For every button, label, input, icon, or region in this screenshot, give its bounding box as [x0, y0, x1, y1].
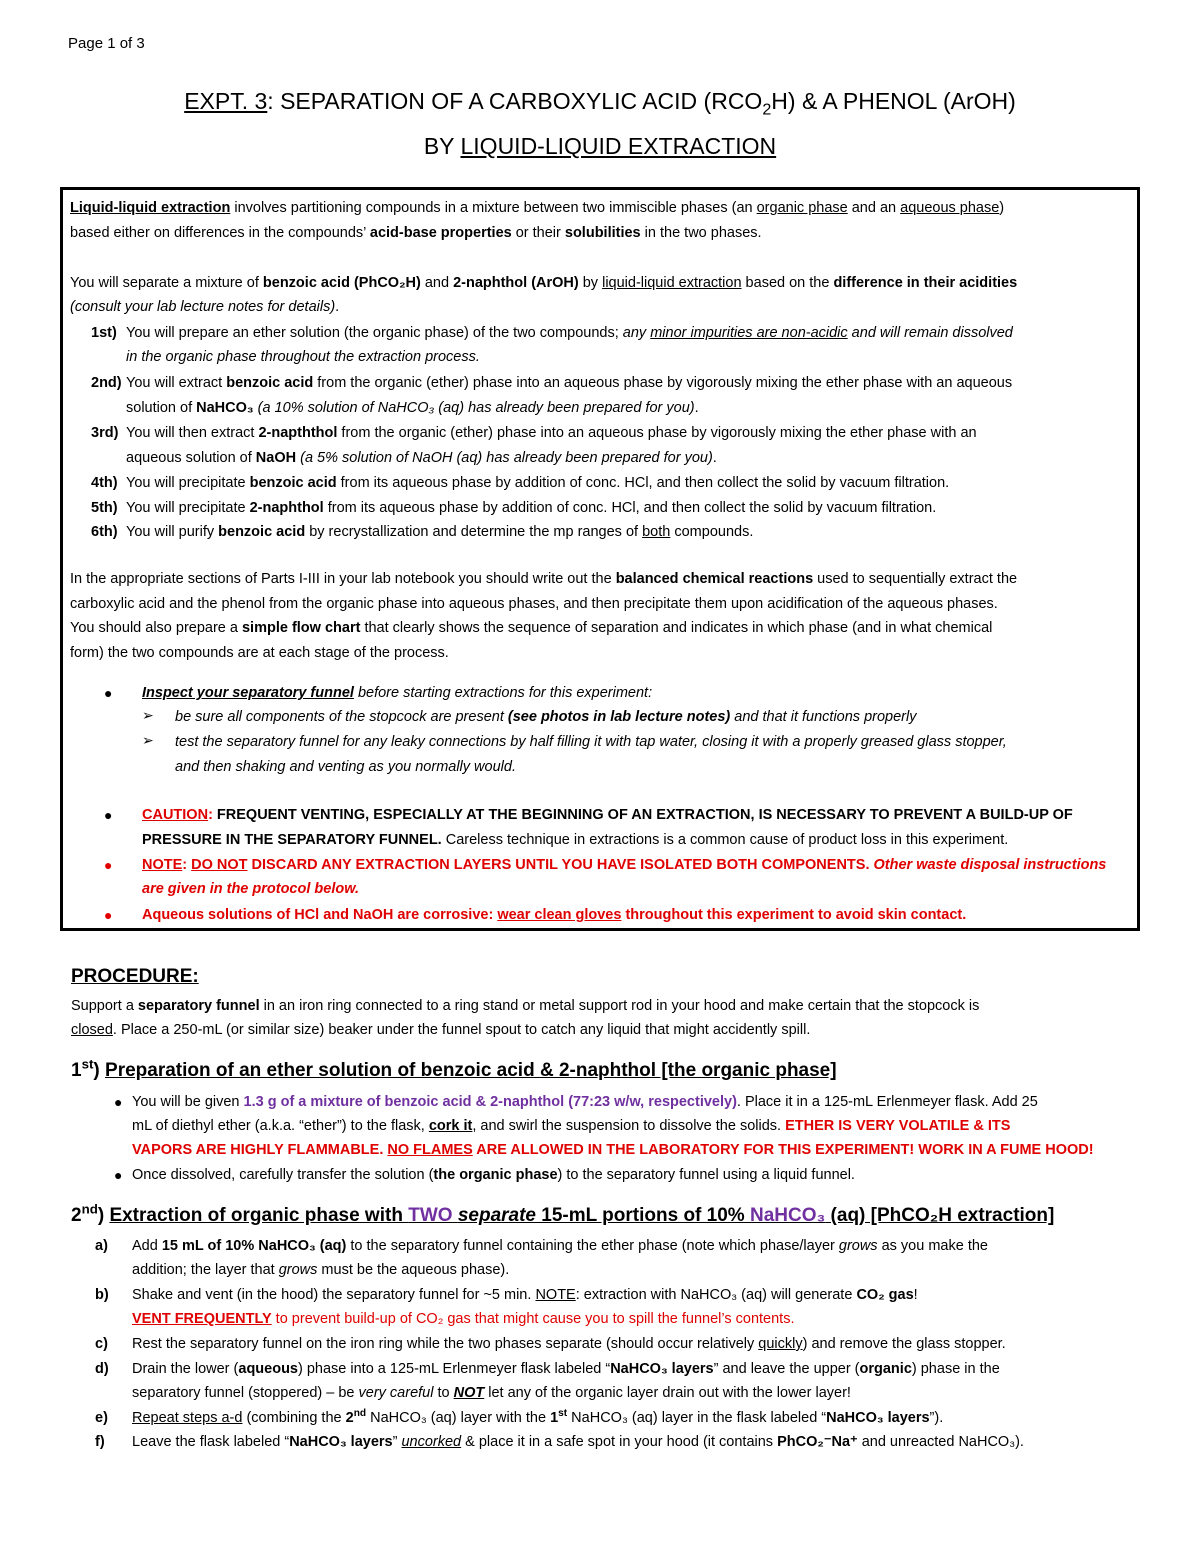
text: NaHCO₃ layers [289, 1434, 393, 1450]
text: very careful [358, 1385, 434, 1401]
step-4-line [126, 473, 949, 493]
text: You will separate a mixture of [70, 275, 263, 291]
step-b-label: b) [95, 1287, 109, 1303]
step-5-line [126, 498, 936, 518]
text: grows [838, 1238, 878, 1254]
intro-line-4 [70, 297, 339, 317]
procedure-line-2 [71, 1020, 810, 1040]
text: Add [132, 1238, 162, 1254]
text: ) phase in the [911, 1361, 1000, 1377]
text: from its aqueous phase by addition of conc. HCl, and then collect the solid by vacuum filtration. [323, 500, 937, 516]
text: organic [859, 1361, 912, 1377]
intro-line-2 [70, 223, 762, 243]
text: DO NOT [191, 857, 248, 873]
text: NO FLAMES [387, 1142, 473, 1158]
step-1-line-2: in the organic phase throughout the extraction process. [126, 349, 480, 365]
term: benzoic acid [249, 475, 337, 491]
term: benzoic acid [218, 524, 306, 540]
step-b-line-2 [132, 1309, 795, 1329]
expt-label: EXPT. 3 [184, 88, 268, 114]
text: by [578, 275, 603, 291]
text: . Place a 250-mL (or similar size) beaker under the funnel spout to catch any liquid that might accidently spill. [112, 1022, 811, 1038]
text: FREQUENT VENTING, ESPECIALLY AT THE BEGINNING OF AN EXTRACTION, IS NECESSARY TO PREVENT A BUILD-UP OF [212, 807, 1073, 823]
section-2-heading [71, 1201, 1055, 1227]
text: Repeat steps a-d [132, 1410, 243, 1426]
text: NaHCO₃ (aq) layer with the [366, 1410, 551, 1426]
text: 2 [345, 1410, 354, 1426]
term: benzoic acid (PhCO₂H) [262, 275, 421, 291]
step-6-line [126, 522, 753, 542]
text: Aqueous solutions of HCl and NaOH are corrosive: [142, 907, 498, 923]
text: 15-mL portions of 10% [536, 1205, 750, 1226]
text: st [81, 1056, 94, 1072]
procedure-heading: PROCEDURE: [71, 966, 199, 987]
text: , and swirl the suspension to dissolve the solids. [472, 1118, 786, 1134]
text: based either on differences in the compounds’ [70, 225, 370, 241]
step-3-line-2 [126, 448, 717, 468]
sec1-bullet-2 [132, 1165, 855, 1185]
text: . Place it in a 125-mL Erlenmeyer flask. Add 25 [736, 1094, 1038, 1110]
title-text: : SEPARATION OF A CARBOXYLIC ACID (RCO [267, 88, 763, 114]
text: You will purify [126, 524, 219, 540]
step-d-line-1 [132, 1359, 1000, 1379]
text: In the appropriate sections of Parts I-III in your lab notebook you should write out the [70, 571, 616, 587]
text: be sure all components of the stopcock are present [175, 709, 508, 725]
title-by: BY [423, 133, 461, 159]
sec1-bullet-1-line-2 [132, 1116, 1010, 1136]
text: PRESSURE IN THE SEPARATORY FUNNEL. [142, 832, 442, 848]
text: uncorked [401, 1434, 462, 1450]
text: You will prepare an ether solution (the organic phase) of the two compounds; [126, 325, 623, 341]
term: Inspect your separatory funnel [142, 685, 354, 701]
text: ETHER IS VERY VOLATILE & ITS [785, 1118, 1011, 1134]
text: Once dissolved, carefully transfer the solution ( [132, 1167, 434, 1183]
notebook-line-1 [70, 569, 1017, 589]
step-d-label: d) [95, 1361, 109, 1377]
sec1-bullet-1-line-3 [132, 1140, 1094, 1160]
text: . [335, 299, 340, 315]
text: NOT [453, 1385, 485, 1401]
text: (a 5% solution of NaOH (aq) has already been prepared for you) [296, 450, 713, 466]
text: Leave the flask labeled “ [132, 1434, 290, 1450]
step-c-line [132, 1334, 1006, 1354]
text: before starting extractions for this experiment: [353, 685, 653, 701]
intro-line-1 [70, 198, 1004, 218]
text: and [420, 275, 454, 291]
section-1-heading [71, 1056, 837, 1082]
text: & place it in a safe spot in your hood (it contains [461, 1434, 778, 1450]
term: 2-naphthol [249, 500, 324, 516]
text: . [694, 400, 699, 416]
text: CO₂ gas [856, 1287, 914, 1303]
text: Other waste disposal instructions [873, 857, 1107, 873]
text: to the separatory funnel containing the ether phase (note which phase/layer [346, 1238, 839, 1254]
text: Preparation of an ether solution of benzoic acid & 2-naphthol [the organic phase] [105, 1060, 837, 1081]
step-2-label: 2nd) [91, 375, 122, 391]
arrow-bullet-icon: ➢ [142, 732, 154, 748]
step-d-line-2 [132, 1383, 851, 1403]
term: difference in their acidities [833, 275, 1018, 291]
text: involves partitioning compounds in a mixture between two immiscible phases (an [230, 200, 757, 216]
text: ) [999, 200, 1005, 216]
text: You will be given [132, 1094, 244, 1110]
bullet-icon: ● [114, 1094, 123, 1110]
text: from its aqueous phase by addition of conc. HCl, and then collect the solid by vacuum filtration. [336, 475, 950, 491]
term-lle: Liquid-liquid extraction [70, 200, 231, 216]
text: by recrystallization and determine the mp ranges of [305, 524, 643, 540]
step-e-line [132, 1408, 943, 1428]
step-a-label: a) [95, 1238, 108, 1254]
text: . [712, 450, 717, 466]
text: ) and remove the glass stopper. [802, 1336, 1006, 1352]
text: and an [847, 200, 901, 216]
notebook-line-3 [70, 618, 992, 638]
notebook-line-2: carboxylic acid and the phenol from the organic phase into aqueous phases, and then precipitate them upon acidification of the aqueous phases. [70, 596, 998, 612]
text: (combining the [242, 1410, 346, 1426]
text: wear clean gloves [497, 907, 622, 923]
bullet-icon: ● [104, 857, 113, 873]
caution-line-2 [142, 830, 1008, 850]
text: minor impurities are non-acidic [650, 325, 848, 341]
sec1-bullet-1-line-1 [132, 1092, 1038, 1112]
term: NaOH [255, 450, 297, 466]
bullet-icon: ● [104, 807, 113, 823]
caution-line-1 [142, 805, 1073, 825]
text: let any of the organic layer drain out with the lower layer! [484, 1385, 851, 1401]
term: both [642, 524, 671, 540]
text: Extraction of organic phase with [109, 1205, 409, 1226]
text: cork it [428, 1118, 473, 1134]
step-f-label: f) [95, 1434, 105, 1450]
text: used to sequentially extract the [813, 571, 1018, 587]
arrow-bullet-icon: ➢ [142, 707, 154, 723]
notebook-line-4: form) the two compounds are at each stage of the process. [70, 645, 449, 661]
term: balanced chemical reactions [615, 571, 814, 587]
text: any [622, 325, 651, 341]
text: ” [392, 1434, 402, 1450]
title-line-1 [0, 88, 1200, 119]
text: Support a [71, 998, 138, 1014]
term: benzoic acid [226, 375, 314, 391]
step-a-line-1 [132, 1236, 988, 1256]
title-subscript: 2 [762, 100, 772, 119]
step-e-label: e) [95, 1410, 108, 1426]
note-line-2: are given in the protocol below. [142, 881, 359, 897]
text: VAPORS ARE HIGHLY FLAMMABLE. [132, 1142, 388, 1158]
text: VENT FREQUENTLY [132, 1311, 272, 1327]
bullet-icon: ● [104, 907, 113, 923]
text: aqueous [238, 1361, 298, 1377]
title-line-2 [0, 133, 1200, 160]
text: separate [457, 1205, 536, 1226]
term: 2-naphthol (ArOH) [453, 275, 579, 291]
note-line-1 [142, 855, 1106, 875]
text: nd [81, 1201, 98, 1217]
text: ) to the separatory funnel using a liquid funnel. [557, 1167, 855, 1183]
step-3-line-1 [126, 423, 977, 443]
text: (see photos in lab lecture notes) [507, 709, 731, 725]
text: in the two phases. [640, 225, 762, 241]
text: You will precipitate [126, 475, 250, 491]
text: from the organic (ether) phase into an aqueous phase by vigorously mixing the ether phase with an [337, 425, 977, 441]
term: solubilities [564, 225, 641, 241]
step-c-label: c) [95, 1336, 108, 1352]
text: : extraction with NaHCO₃ (aq) will generate [575, 1287, 857, 1303]
text: NOTE [535, 1287, 576, 1303]
text: quickly [758, 1336, 803, 1352]
text: You will then extract [126, 425, 259, 441]
text: Rest the separatory funnel on the iron ring while the two phases separate (should occur relatively [132, 1336, 759, 1352]
text: to prevent build-up of CO₂ gas that might cause you to spill the funnel’s contents. [271, 1311, 795, 1327]
text: TWO [408, 1205, 453, 1226]
step-f-line [132, 1432, 1024, 1452]
bullet-icon: ● [114, 1167, 123, 1183]
inspect-sub-2a: test the separatory funnel for any leaky connections by half filling it with tap water, closing it with a properly greased glass stopper, [175, 734, 1007, 750]
text: solution of [126, 400, 197, 416]
text: and unreacted NaHCO₃). [857, 1434, 1024, 1450]
caution-label: CAUTION [142, 807, 209, 823]
text: based on the [741, 275, 834, 291]
inspect-sub-1 [175, 707, 916, 727]
text: ) [97, 1205, 105, 1226]
text: 1 [71, 1060, 82, 1081]
text: st [558, 1408, 568, 1420]
text: Careless technique in extractions is a common cause of product loss in this experiment. [441, 832, 1009, 848]
text: ” and leave the upper ( [713, 1361, 860, 1377]
text: NaHCO₃ layers [826, 1410, 930, 1426]
term: acid-base properties [369, 225, 512, 241]
text: and that it functions properly [730, 709, 917, 725]
text: 15 mL of 10% NaHCO₃ (aq) [161, 1238, 347, 1254]
intro-line-3 [70, 273, 1017, 293]
step-b-line-1 [132, 1285, 918, 1305]
step-4-label: 4th) [91, 475, 118, 491]
text: NaHCO₃ layers [610, 1361, 714, 1377]
step-3-label: 3rd) [91, 425, 119, 441]
step-1-label: 1st) [91, 325, 117, 341]
text: : [182, 857, 192, 873]
text: compounds. [670, 524, 754, 540]
term: closed [71, 1022, 113, 1038]
term: simple flow chart [241, 620, 361, 636]
step-2-line-2 [126, 398, 699, 418]
text: throughout this experiment to avoid skin contact. [621, 907, 967, 923]
text: NaHCO₃ (aq) layer in the flask labeled “ [567, 1410, 827, 1426]
text: grows [278, 1262, 318, 1278]
term: NaHCO₃ [196, 400, 254, 416]
text: and will remain dissolved [847, 325, 1013, 341]
text: Shake and vent (in the hood) the separatory funnel for ~5 min. [132, 1287, 536, 1303]
page-number: Page 1 of 3 [68, 35, 145, 52]
title-text-end: H) & A PHENOL (ArOH) [771, 88, 1016, 114]
text: (consult your lab lecture notes for details) [70, 299, 336, 315]
step-5-label: 5th) [91, 500, 118, 516]
text: DISCARD ANY EXTRACTION LAYERS UNTIL YOU HAVE ISOLATED BOTH COMPONENTS. [247, 857, 874, 873]
inspect-heading [142, 683, 652, 703]
text: the organic phase [433, 1167, 558, 1183]
text: ) phase into a 125-mL Erlenmeyer flask labeled “ [298, 1361, 611, 1377]
note-label: NOTE [142, 857, 183, 873]
inspect-sub-2b: and then shaking and venting as you normally would. [175, 759, 516, 775]
text: 1.3 g of a mixture of benzoic acid & 2-naphthol (77:23 w/w, respectively) [243, 1094, 737, 1110]
term-aqueous-phase: aqueous phase [900, 200, 1000, 216]
bullet-icon: ● [104, 685, 113, 701]
text: must be the aqueous phase). [317, 1262, 510, 1278]
text: You should also prepare a [70, 620, 242, 636]
text: to [433, 1385, 454, 1401]
text: NaHCO₃ [749, 1205, 826, 1226]
text: addition; the layer that [132, 1262, 279, 1278]
text: 2 [71, 1205, 82, 1226]
step-2-line-1 [126, 373, 1012, 393]
text: or their [511, 225, 565, 241]
text: 1 [550, 1410, 559, 1426]
text: ARE ALLOWED IN THE LABORATORY FOR THIS EXPERIMENT! WORK IN A FUME HOOD! [472, 1142, 1094, 1158]
term: liquid-liquid extraction [602, 275, 742, 291]
step-1-line-1 [126, 323, 1013, 343]
term-organic-phase: organic phase [756, 200, 848, 216]
text: as you make the [877, 1238, 988, 1254]
corrosive-line [142, 905, 966, 925]
text: ”). [929, 1410, 944, 1426]
text: nd [353, 1408, 367, 1420]
text: PhCO₂⁻Na⁺ [777, 1434, 858, 1450]
term: 2-napththol [258, 425, 338, 441]
term: separatory funnel [137, 998, 260, 1014]
text: Drain the lower ( [132, 1361, 239, 1377]
text: mL of diethyl ether (a.k.a. “ether”) to the flask, [132, 1118, 429, 1134]
text: that clearly shows the sequence of separation and indicates in which phase (and in what chemical [360, 620, 993, 636]
text: separatory funnel (stoppered) – be [132, 1385, 359, 1401]
title-method: LIQUID-LIQUID EXTRACTION [460, 133, 777, 159]
step-6-label: 6th) [91, 524, 118, 540]
text: from the organic (ether) phase into an aqueous phase by vigorously mixing the ether phase with an aqueous [313, 375, 1013, 391]
text: aqueous solution of [126, 450, 256, 466]
text: : [208, 807, 213, 823]
procedure-line-1 [71, 996, 979, 1016]
text: in an iron ring connected to a ring stand or metal support rod in your hood and make certain that the stopcock is [259, 998, 980, 1014]
text: ! [913, 1287, 918, 1303]
text: You will extract [126, 375, 227, 391]
step-a-line-2 [132, 1260, 509, 1280]
text: You will precipitate [126, 500, 250, 516]
text: ) [93, 1060, 100, 1081]
text: (aq) [PhCO₂H extraction] [825, 1205, 1055, 1226]
text: (a 10% solution of NaHCO₃ (aq) has already been prepared for you) [253, 400, 695, 416]
